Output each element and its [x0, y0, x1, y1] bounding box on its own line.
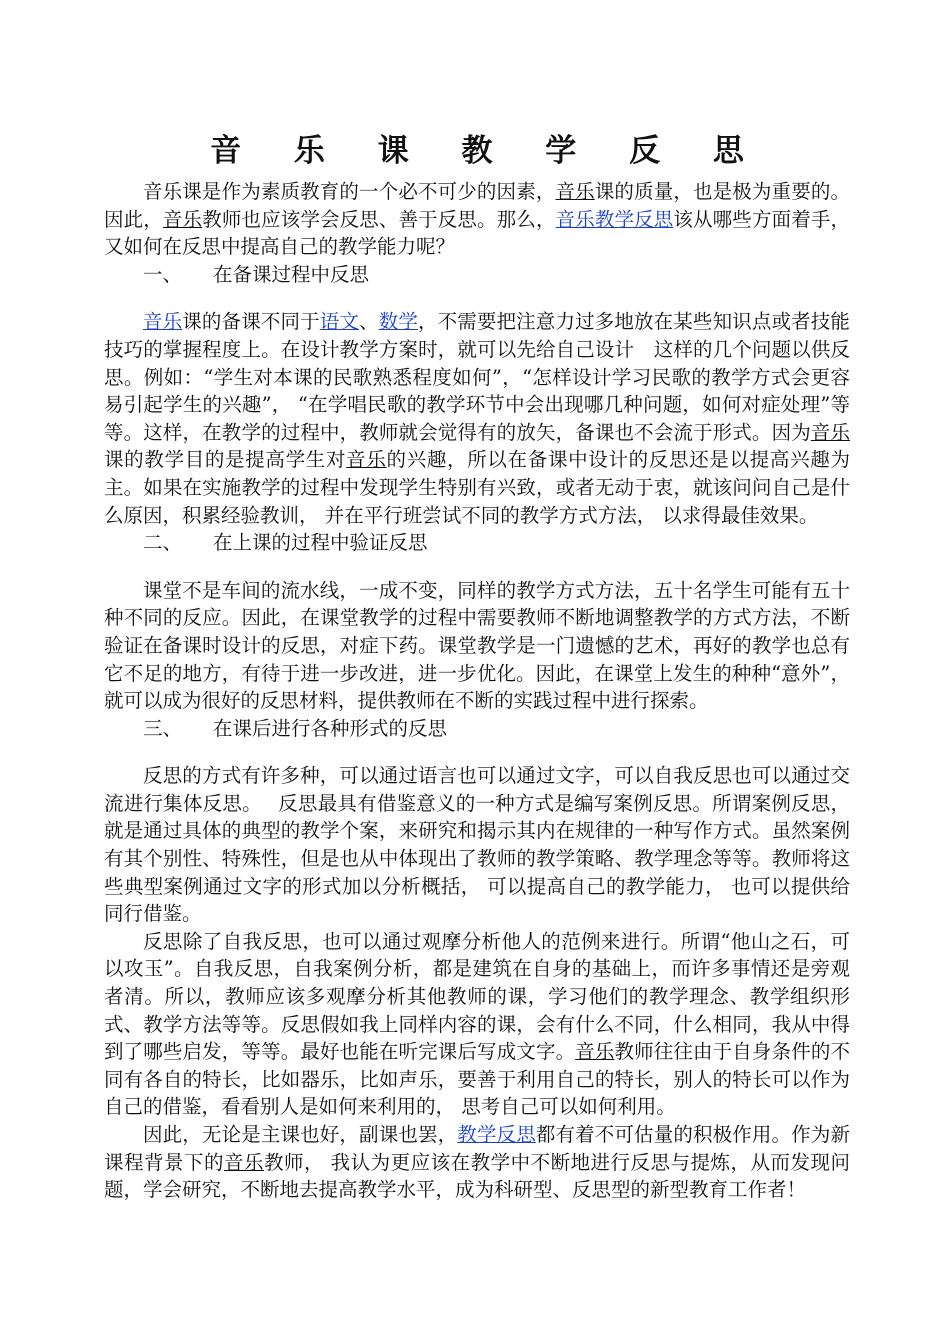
- section-title: 在上课的过程中验证反思: [213, 531, 428, 555]
- link-teaching-reflection[interactable]: 教学反思: [457, 1123, 536, 1146]
- text-run: 教师往往由于自身条件的不同有各自的特长，比如器乐，比如声乐，要善于利用自己的特长，别人的特长可以作为自己的借鉴，看看别人是如何来利用的， 思考自己可以如何利用。: [104, 1040, 850, 1119]
- underlined-term: 音乐: [346, 448, 387, 472]
- text-run: ，不需要把注意力过多地放在某些知识点或者技能技巧的掌握程度上。在设计教学方案时，就可以先给自己设计 这样的几个问题以供反思。例如：“学生对本课的民歌熟悉程度如何”，“怎样设计学习民歌的教学方式会更容易引起学生的兴趣”， “在学唱民歌的教学环节中会出现哪几种问题，如何对症处理”等等。这样，在教学的过程中，教师就会觉得有的放矢，备课也不会流于形式。因为: [104, 310, 850, 444]
- text-run: 因此，无论是主课也好，副课也罢，: [143, 1123, 458, 1146]
- link-music-teaching-reflection[interactable]: 音乐教学反思: [555, 207, 674, 231]
- section-heading-1: [104, 261, 850, 289]
- text-run: 课的备课不同于: [182, 310, 320, 334]
- conclusion-paragraph: [104, 1121, 850, 1204]
- underlined-term: 音乐: [223, 1150, 264, 1174]
- section-2-paragraph: 课堂不是车间的流水线，一成不变，同样的教学方式方法，五十名学生可能有五十种不同的反应。因此，在课堂教学的过程中需要教师不断地调整教学的方式方法，不断验证在备课时设计的反思，对症下药。课堂教学是一门遗憾的艺术，再好的教学也总有它不足的地方，有待于进一步改进，进一步优化。因此，在课堂上发生的种种“意外”，就可以成为很好的反思材料，提供教师在不断的实践过程中进行探索。: [104, 578, 850, 713]
- section-heading-2: [104, 529, 850, 557]
- underlined-term: 音乐: [162, 207, 203, 231]
- underlined-term: 音乐: [555, 180, 595, 203]
- section-3-paragraph: 反思的方式有许多种，可以通过语言也可以通过文字，可以自我反思也可以通过交流进行集体反思。 反思最具有借鉴意义的一种方式是编写案例反思。所谓案例反思，就是通过具体的典型的教学个案，来研究和揭示其内在规律的一种写作方式。虽然案例有其个别性、特殊性，但是也从中体现出了教师的教学策略、教学理念等等。教师将这些典型案例通过文字的形式加以分析概括， 可以提高自己的教学能力， 也可以提供给同行借鉴。: [104, 764, 850, 926]
- text-run: 、: [359, 310, 379, 334]
- underlined-term: 音乐: [810, 420, 850, 444]
- text-run: 音乐课是作为素质教育的一个必不可少的因素，: [143, 180, 556, 203]
- underlined-term: 音乐: [575, 1040, 615, 1064]
- section-number: 二、: [143, 531, 183, 555]
- intro-paragraph: [104, 178, 850, 261]
- text-run: 该从哪些方面着手， 又如何在反思中提高自己的教学能力呢？: [104, 207, 850, 259]
- text-run: 反思除了自我反思，也可以通过观摩分析他人的范例来进行。所谓“他山之石，可以攻玉”。自我反思，自我案例分析，都是建筑在自身的基础上，而许多事情还是旁观者清。所以，教师应该多观摩分析其他教师的课，学习他们的教学理念、教学组织形式、教学方法等等。反思假如我上同样内容的课，会有什么不同，什么相同，我从中得到了哪些启发，等等。最好也能在听完课后写成文字。: [104, 929, 850, 1064]
- link-math[interactable]: 数学: [378, 310, 418, 334]
- text-run: 课的教学目的是提高学生对: [104, 448, 347, 472]
- section-title: 在课后进行各种形式的反思: [213, 716, 448, 740]
- section-number: 三、: [143, 716, 183, 740]
- text-run: 教师也应该学会反思、善于反思。那么，: [202, 207, 556, 231]
- document-title: 音 乐 课 教 学 反 思: [210, 133, 765, 169]
- section-3-paragraph-2: [104, 928, 850, 1121]
- link-chinese[interactable]: 语文: [319, 310, 360, 334]
- link-music[interactable]: 音乐: [143, 310, 183, 334]
- section-heading-3: [104, 715, 850, 743]
- section-1-paragraph: [104, 308, 850, 529]
- section-number: 一、: [143, 262, 183, 286]
- text-run: 课的质量，也是极为重要的。因此，: [104, 180, 850, 231]
- text-run: 教师， 我认为更应该在教学中不断地进行反思与提炼，从而发现问题，学会研究，不断地去提高教学水平，成为科研型、反思型的新型教育工作者！: [104, 1150, 850, 1202]
- section-title: 在备课过程中反思: [213, 262, 370, 286]
- text-run: 都有着不可估量的积极作用。作为新课程背景下的: [104, 1123, 850, 1174]
- text-run: 的兴趣，所以在备课中设计的反思还是以提高兴趣为主。如果在实施教学的过程中发现学生特别有兴致，或者无动于衷，就该问问自己是什么原因，积累经验教训， 并在平行班尝试不同的教学方式方法， 以求得最佳效果。: [104, 448, 850, 527]
